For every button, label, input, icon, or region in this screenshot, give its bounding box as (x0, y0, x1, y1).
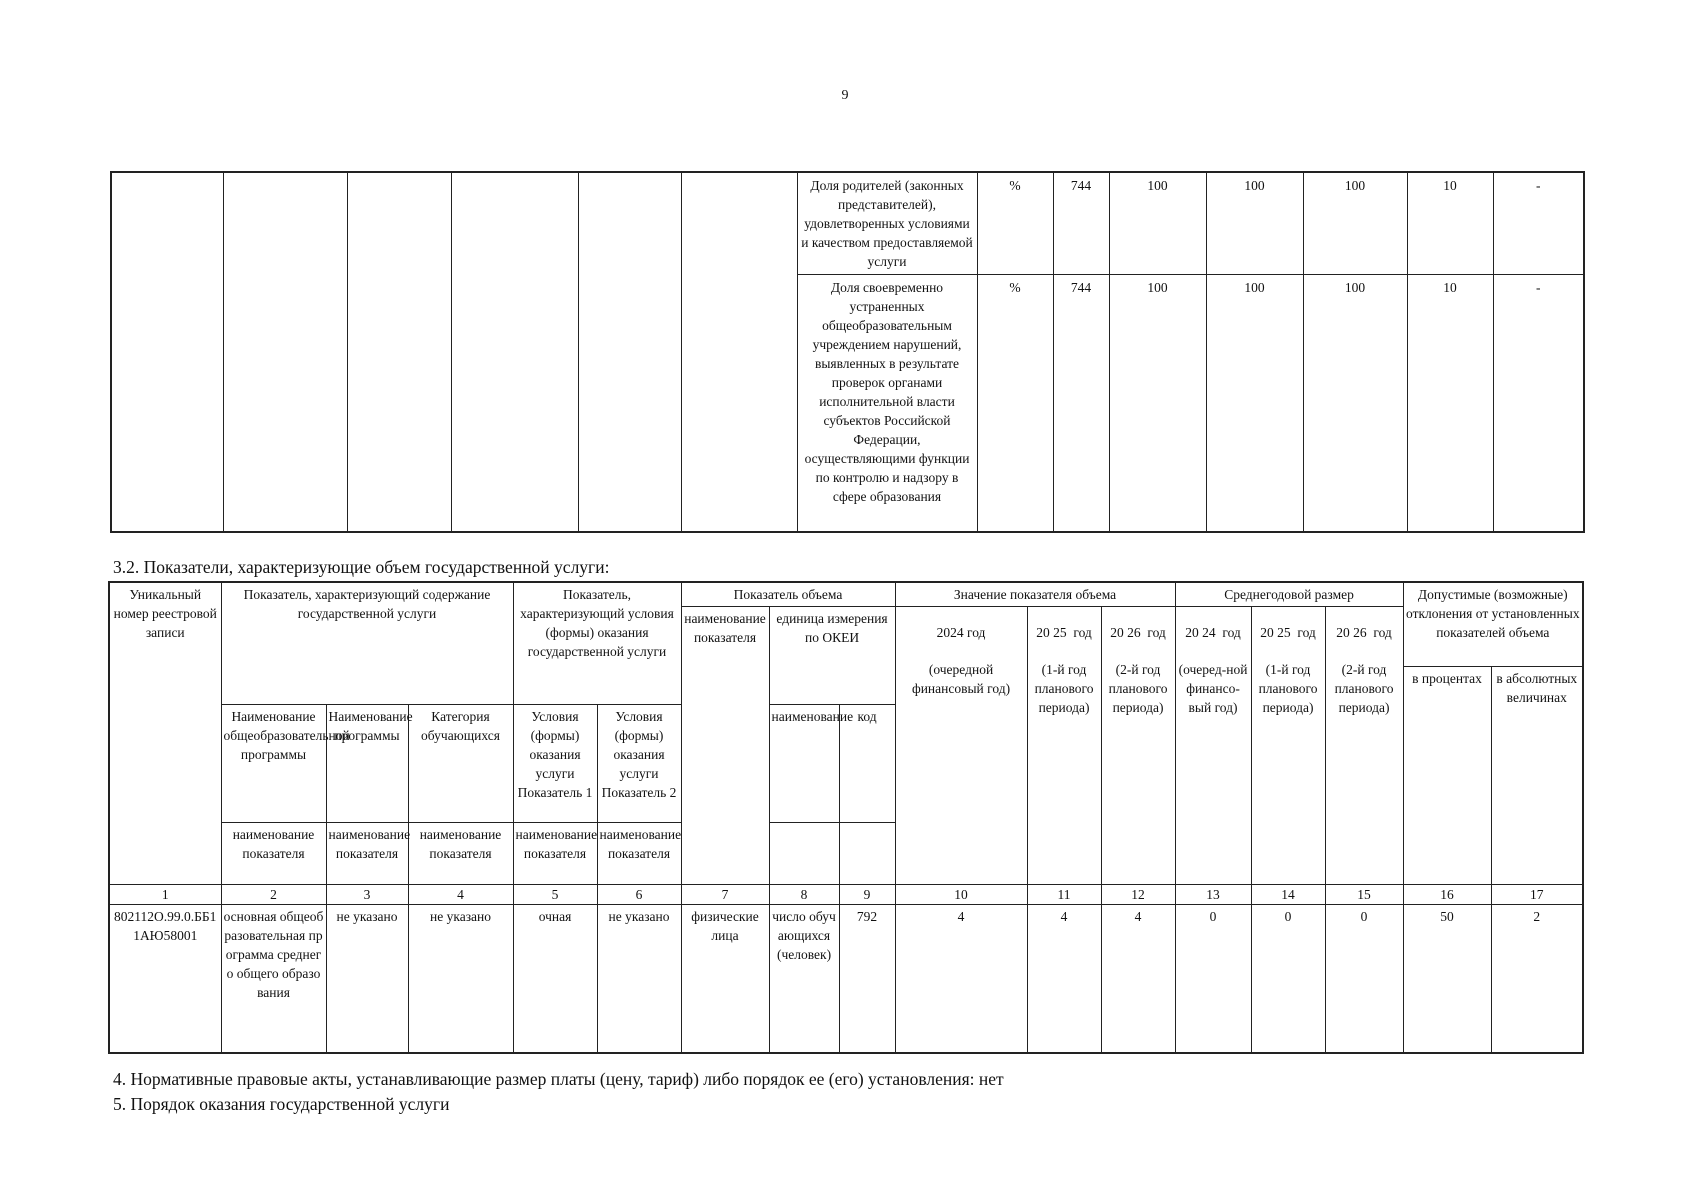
header-category: Категория обучающихся (408, 705, 513, 823)
value-2025-cell: 4 (1027, 905, 1101, 1053)
code-cell: 744 (1053, 274, 1109, 532)
header-unique-number: Уникальный номер реестровой записи (109, 582, 221, 885)
percent-cell: 50 (1403, 905, 1491, 1053)
header-indicator-name: наименование показателя (408, 823, 513, 885)
condition-1-cell: очная (513, 905, 597, 1053)
page-number: 9 (841, 88, 849, 103)
avg-2025-cell: 0 (1251, 905, 1325, 1053)
indicator-name: Доля родителей (законных представителей), удовлетворенных условиями и качеством предоставляемой услуги (797, 172, 977, 274)
column-number: 5 (513, 885, 597, 905)
column-number: 15 (1325, 885, 1403, 905)
header-unit-code: код (839, 705, 895, 823)
value-cell: 100 (1109, 274, 1206, 532)
header-indicator-name: наименование показателя (326, 823, 408, 885)
year-suffix: год (1297, 625, 1316, 640)
absolute-cell: - (1493, 172, 1584, 274)
header-indicator-name: наименование показателя (513, 823, 597, 885)
header-avg: Среднегодовой размер (1175, 582, 1403, 607)
header-volume: Показатель объема (681, 582, 895, 607)
footer-item-4: 4. Нормативные правовые акты, устанавливающие размер платы (цену, тариф) либо порядок ее (его) установления: нет (113, 1069, 1004, 1089)
column-number: 16 (1403, 885, 1491, 905)
empty-cell (578, 172, 681, 532)
header-unit: единица измерения по ОКЕИ (769, 607, 895, 705)
header-conditions: Показатель, характеризующий условия (формы) оказания государственной услуги (513, 582, 681, 705)
column-number: 14 (1251, 885, 1325, 905)
footer-item-5: 5. Порядок оказания государственной услуги (113, 1094, 450, 1114)
quality-indicators-table (110, 171, 1585, 533)
year-label: 20 24 (1185, 625, 1216, 640)
header-program-name: Наименование программы (326, 705, 408, 823)
header-2025 (1027, 607, 1101, 885)
header-unit-name: наименование (769, 705, 839, 823)
condition-2-cell: не указано (597, 905, 681, 1053)
header-2024 (895, 607, 1027, 885)
header-program: Наименование общеобразовательной программы (221, 705, 326, 823)
column-number: 4 (408, 885, 513, 905)
header-row (109, 582, 1583, 607)
empty-cell (681, 172, 797, 532)
value-2026-cell: 4 (1101, 905, 1175, 1053)
percent-cell: 10 (1407, 172, 1493, 274)
table-row (111, 172, 1584, 274)
column-number: 7 (681, 885, 769, 905)
unit-name-cell: число обучающихся (человек) (769, 905, 839, 1053)
category-cell: не указано (408, 905, 513, 1053)
header-avg-2026 (1325, 607, 1403, 885)
program-name-cell: не указано (326, 905, 408, 1053)
column-number: 10 (895, 885, 1027, 905)
value-cell: 100 (1303, 172, 1407, 274)
year-note: (2-й год планового периода) (1108, 662, 1168, 715)
value-cell: 100 (1109, 172, 1206, 274)
column-number: 1 (109, 885, 221, 905)
volume-indicators-table (108, 581, 1584, 1054)
column-number: 6 (597, 885, 681, 905)
year-note: (1-й год планового периода) (1258, 662, 1318, 715)
year-label: 20 25 (1036, 625, 1067, 640)
header-volume-name: наименование показателя (681, 607, 769, 885)
header-unit-spacer (769, 823, 839, 885)
year-suffix: год (1373, 625, 1392, 640)
header-avg-2025 (1251, 607, 1325, 885)
year-suffix: год (1073, 625, 1092, 640)
empty-cell (451, 172, 578, 532)
value-cell: 100 (1206, 172, 1303, 274)
indicator-name: Доля своевременно устраненных общеобразовательным учреждением нарушений, выявленных в результате проверок органами исполнительной власти субъектов Российской Федерации, осуществляющими функции по контролю и надзору в сфере образования (797, 274, 977, 532)
column-number: 12 (1101, 885, 1175, 905)
column-number: 11 (1027, 885, 1101, 905)
unit-code-cell: 792 (839, 905, 895, 1053)
avg-2024-cell: 0 (1175, 905, 1251, 1053)
header-content: Показатель, характеризующий содержание государственной услуги (221, 582, 513, 705)
year-label: 2024 год (936, 625, 986, 640)
table-row (109, 905, 1583, 1053)
header-absolute: в абсолютных величинах (1491, 667, 1583, 885)
section-title: 3.2. Показатели, характеризующие объем государственной услуги: (113, 557, 610, 577)
column-number: 3 (326, 885, 408, 905)
absolute-cell: - (1493, 274, 1584, 532)
header-percent: в процентах (1403, 667, 1491, 885)
header-indicator-name: наименование показателя (597, 823, 681, 885)
code-cell: 744 (1053, 172, 1109, 274)
year-label: 20 26 (1110, 625, 1141, 640)
unit-cell: % (977, 172, 1053, 274)
column-number: 17 (1491, 885, 1583, 905)
value-2024-cell: 4 (895, 905, 1027, 1053)
header-2026 (1101, 607, 1175, 885)
unique-number-cell: 802112О.99.0.ББ11АЮ58001 (109, 905, 221, 1053)
program-cell: основная общеобразовательная программа среднего общего образования (221, 905, 326, 1053)
column-number: 13 (1175, 885, 1251, 905)
column-numbers-row (109, 885, 1583, 905)
value-cell: 100 (1303, 274, 1407, 532)
empty-cell (111, 172, 223, 532)
header-avg-2024 (1175, 607, 1251, 885)
empty-cell (347, 172, 451, 532)
year-note: (очеред-ной финансо-вый год) (1178, 662, 1248, 715)
header-indicator-name: наименование показателя (221, 823, 326, 885)
year-label: 20 26 (1336, 625, 1367, 640)
empty-cell (223, 172, 347, 532)
year-suffix: год (1147, 625, 1166, 640)
header-condition-2: Условия (формы) оказания услуги Показатель 2 (597, 705, 681, 823)
header-value: Значение показателя объема (895, 582, 1175, 607)
column-number: 8 (769, 885, 839, 905)
avg-2026-cell: 0 (1325, 905, 1403, 1053)
volume-name-cell: физические лица (681, 905, 769, 1053)
header-deviation: Допустимые (возможные) отклонения от установленных показателей объема (1403, 582, 1583, 667)
unit-cell: % (977, 274, 1053, 532)
header-condition-1: Условия (формы) оказания услуги Показатель 1 (513, 705, 597, 823)
column-number: 2 (221, 885, 326, 905)
absolute-cell: 2 (1491, 905, 1583, 1053)
year-note: (2-й год планового периода) (1334, 662, 1394, 715)
year-note: (очередной финансовый год) (911, 662, 1011, 696)
header-unit-spacer (839, 823, 895, 885)
column-number: 9 (839, 885, 895, 905)
year-label: 20 25 (1260, 625, 1291, 640)
year-note: (1-й год планового периода) (1034, 662, 1094, 715)
percent-cell: 10 (1407, 274, 1493, 532)
value-cell: 100 (1206, 274, 1303, 532)
year-suffix: год (1222, 625, 1241, 640)
